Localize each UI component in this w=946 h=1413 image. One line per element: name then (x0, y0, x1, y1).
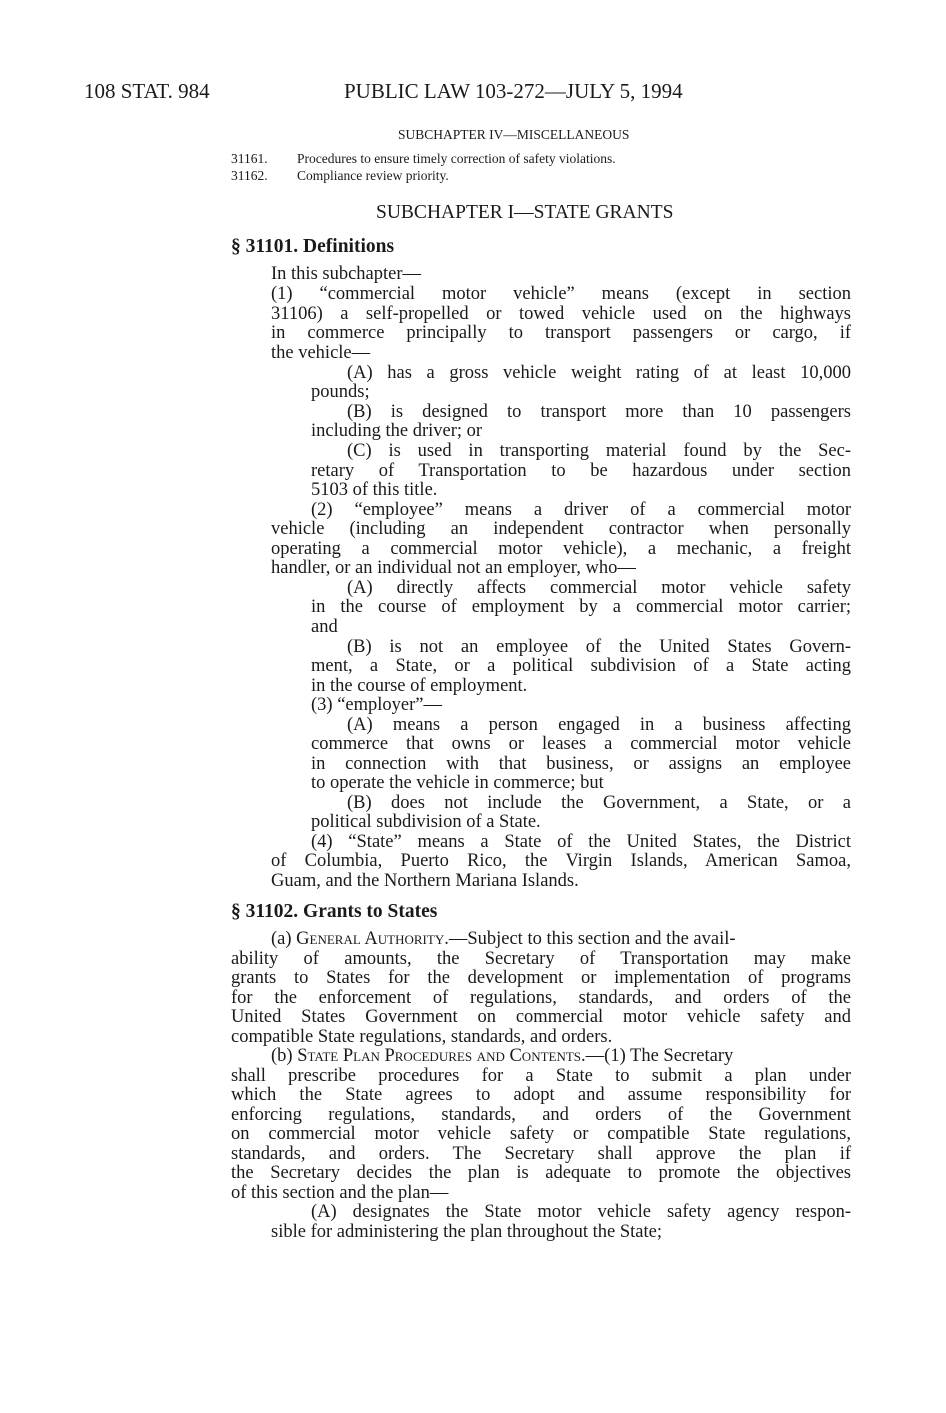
subsection-a-caption: General Authority (296, 929, 445, 949)
subsection-b-A-line: (A) designates the State motor vehicle safety agency respon- (311, 1202, 851, 1222)
definition-2-line: vehicle (including an independent contractor when personally (271, 519, 851, 539)
subsection-a-line: compatible State regulations, standards, and orders. (231, 1027, 613, 1047)
subsection-b-line: the Secretary decides the plan is adequate to promote the objectives (231, 1163, 851, 1183)
definition-1C-line: retary of Transportation to be hazardous under section (311, 461, 851, 481)
definition-4-line: (4) “State” means a State of the United States, the District (311, 832, 851, 852)
subsection-a-line (271, 930, 851, 950)
toc-heading: SUBCHAPTER IV—MISCELLANEOUS (398, 127, 630, 142)
definition-1-line: in commerce principally to transport passengers or cargo, if (271, 323, 851, 343)
subsection-b-text: .—(1) The Secretary (581, 1046, 734, 1066)
subsection-b-line: which the State agrees to adopt and assume responsibility for (231, 1085, 851, 1105)
toc-item-number: 31162. (231, 168, 268, 183)
definition-3-line: (3) “employer”— (311, 695, 442, 715)
definition-2-line: operating a commercial motor vehicle), a mechanic, a freight (271, 539, 851, 559)
definition-3A-line: to operate the vehicle in commerce; but (311, 773, 604, 793)
definition-4-line: of Columbia, Puerto Rico, the Virgin Islands, American Samoa, (271, 851, 851, 871)
subsection-a-line: grants to States for the development or implementation of programs (231, 968, 851, 988)
definition-4-line: Guam, and the Northern Mariana Islands. (271, 871, 579, 891)
subsection-b-caption: State Plan Procedures and Contents (297, 1046, 582, 1066)
definition-2B-line: ment, a State, or a political subdivision of a State acting (311, 656, 851, 676)
subsection-b-line: shall prescribe procedures for a State to submit a plan under (231, 1066, 851, 1086)
subsection-b-line (271, 1047, 733, 1067)
subsection-a-line: for the enforcement of regulations, standards, and orders of the (231, 988, 851, 1008)
definition-3B-line: political subdivision of a State. (311, 812, 541, 832)
definition-2-line: (2) “employee” means a driver of a commercial motor (311, 500, 851, 520)
definition-1-line: (1) “commercial motor vehicle” means (except in section (271, 284, 851, 304)
subsection-a-label: (a) (271, 929, 297, 949)
toc-item-number: 31161. (231, 151, 268, 166)
definition-3A-line: in connection with that business, or assigns an employee (311, 754, 851, 774)
section-heading-31101: § 31101. Definitions (231, 236, 395, 257)
definition-1B-line: (B) is designed to transport more than 10 passengers (347, 402, 851, 422)
definition-3A-line: commerce that owns or leases a commercial motor vehicle (311, 734, 851, 754)
subsection-b-A-line: sible for administering the plan throughout the State; (271, 1222, 662, 1242)
definition-2A-line: and (311, 617, 338, 637)
subsection-b-line: enforcing regulations, standards, and orders of the Government (231, 1105, 851, 1125)
definition-1-line: the vehicle— (271, 343, 371, 363)
definition-2-line: handler, or an individual not an employer, who— (271, 558, 636, 578)
subsection-b-line: on commercial motor vehicle safety or compatible State regulations, (231, 1124, 851, 1144)
definition-1C-line: (C) is used in transporting material found by the Sec- (347, 441, 851, 461)
subsection-a-text: .—Subject to this section and the avail- (444, 929, 736, 949)
definition-2B-line: in the course of employment. (311, 676, 528, 696)
definition-2B-line: (B) is not an employee of the United States Govern- (347, 637, 851, 657)
subsection-a-line: ability of amounts, the Secretary of Transportation may make (231, 949, 851, 969)
subsection-b-label: (b) (271, 1046, 298, 1066)
subsection-b-line: of this section and the plan— (231, 1183, 449, 1203)
definition-1A-line: (A) has a gross vehicle weight rating of at least 10,000 (347, 363, 851, 383)
subsection-a-line: United States Government on commercial motor vehicle safety and (231, 1007, 851, 1027)
definition-1B-line: including the driver; or (311, 421, 483, 441)
definition-3B-line: (B) does not include the Government, a State, or a (347, 793, 851, 813)
toc-item-text: Procedures to ensure timely correction of safety violations. (297, 151, 616, 166)
subsection-b-line: standards, and orders. The Secretary shall approve the plan if (231, 1144, 851, 1164)
toc-item-text: Compliance review priority. (297, 168, 449, 183)
definition-2A-line: in the course of employment by a commercial motor carrier; (311, 597, 851, 617)
definition-2A-line: (A) directly affects commercial motor vehicle safety (347, 578, 851, 598)
definition-3A-line: (A) means a person engaged in a business affecting (347, 715, 851, 735)
stat-reference: 108 STAT. 984 (84, 79, 210, 103)
definition-1-line: 31106) a self-propelled or towed vehicle used on the highways (271, 304, 851, 324)
definition-1A-line: pounds; (311, 382, 370, 402)
section-heading-31102: § 31102. Grants to States (231, 901, 438, 922)
definition-1C-line: 5103 of this title. (311, 480, 438, 500)
section-intro: In this subchapter— (271, 264, 422, 284)
law-title: PUBLIC LAW 103-272—JULY 5, 1994 (344, 79, 683, 103)
subchapter-heading: SUBCHAPTER I—STATE GRANTS (376, 202, 674, 223)
